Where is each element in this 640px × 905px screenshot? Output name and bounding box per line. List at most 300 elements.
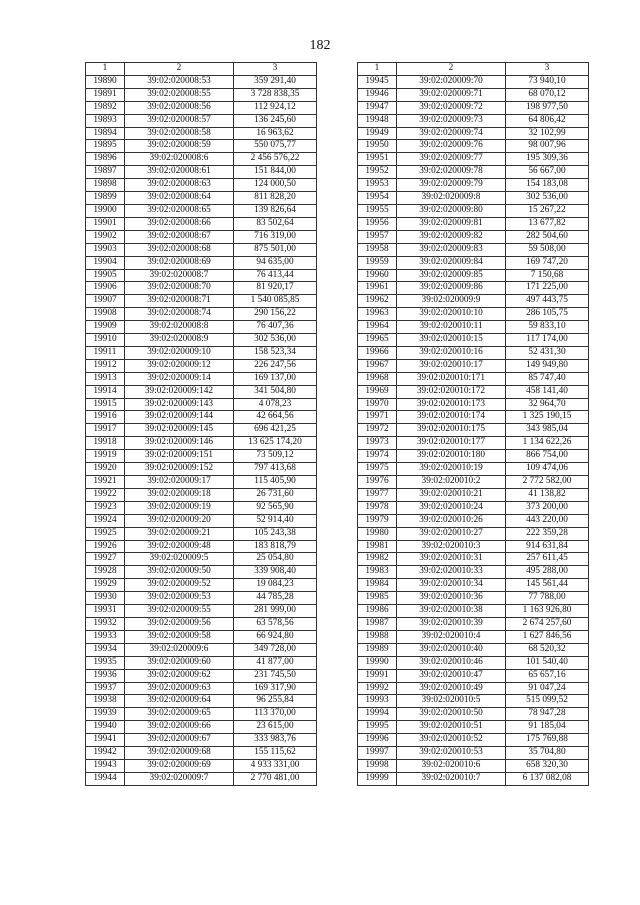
cadastral-number-cell: 39:02:020010:5 bbox=[397, 695, 506, 708]
table-row bbox=[86, 579, 317, 592]
table-row bbox=[86, 153, 317, 166]
cadastral-number-cell: 39:02:020010:7 bbox=[397, 772, 506, 785]
cadastral-number-cell: 39:02:020009:142 bbox=[125, 385, 234, 398]
value-cell: 443 220,00 bbox=[506, 514, 589, 527]
row-number-cell: 19902 bbox=[86, 230, 125, 243]
table-row bbox=[358, 514, 589, 527]
value-cell: 7 150,68 bbox=[506, 269, 589, 282]
table-row bbox=[86, 772, 317, 785]
cadastral-number-cell: 39:02:020010:46 bbox=[397, 656, 506, 669]
cadastral-number-cell: 39:02:020009:56 bbox=[125, 617, 234, 630]
value-cell: 63 578,56 bbox=[234, 617, 317, 630]
value-cell: 115 405,90 bbox=[234, 476, 317, 489]
row-number-cell: 19924 bbox=[86, 514, 125, 527]
row-number-cell: 19919 bbox=[86, 450, 125, 463]
table-row bbox=[86, 605, 317, 618]
value-cell: 94 635,00 bbox=[234, 256, 317, 269]
row-number-cell: 19921 bbox=[86, 476, 125, 489]
cadastral-number-cell: 39:02:020010:38 bbox=[397, 605, 506, 618]
cadastral-number-cell: 39:02:020009:53 bbox=[125, 592, 234, 605]
column-header-number: 1 bbox=[358, 63, 397, 76]
table-row bbox=[86, 501, 317, 514]
row-number-cell: 19929 bbox=[86, 579, 125, 592]
cadastral-number-cell: 39:02:020008:8 bbox=[125, 321, 234, 334]
cadastral-number-cell: 39:02:020009:77 bbox=[397, 153, 506, 166]
table-row bbox=[86, 127, 317, 140]
table-row bbox=[358, 372, 589, 385]
table-row bbox=[358, 566, 589, 579]
value-cell: 32 964,70 bbox=[506, 398, 589, 411]
table-row bbox=[358, 411, 589, 424]
row-number-cell: 19981 bbox=[358, 540, 397, 553]
table-row bbox=[86, 179, 317, 192]
value-cell: 658 320,30 bbox=[506, 759, 589, 772]
row-number-cell: 19989 bbox=[358, 643, 397, 656]
table-row bbox=[86, 592, 317, 605]
cadastral-number-cell: 39:02:020010:24 bbox=[397, 501, 506, 514]
cadastral-number-cell: 39:02:020010:11 bbox=[397, 321, 506, 334]
table-row bbox=[86, 759, 317, 772]
value-cell: 42 664,56 bbox=[234, 411, 317, 424]
value-cell: 169 747,20 bbox=[506, 256, 589, 269]
value-cell: 91 185,04 bbox=[506, 721, 589, 734]
row-number-cell: 19917 bbox=[86, 424, 125, 437]
row-number-cell: 19952 bbox=[358, 166, 397, 179]
value-cell: 866 754,00 bbox=[506, 450, 589, 463]
row-number-cell: 19966 bbox=[358, 346, 397, 359]
row-number-cell: 19956 bbox=[358, 217, 397, 230]
table-row bbox=[86, 346, 317, 359]
table-row bbox=[358, 579, 589, 592]
column-header-number: 1 bbox=[86, 63, 125, 76]
cadastral-number-cell: 39:02:020010:6 bbox=[397, 759, 506, 772]
row-number-cell: 19922 bbox=[86, 488, 125, 501]
cadastral-number-cell: 39:02:020009:80 bbox=[397, 204, 506, 217]
cadastral-number-cell: 39:02:020010:171 bbox=[397, 372, 506, 385]
value-cell: 286 105,75 bbox=[506, 308, 589, 321]
cadastral-number-cell: 39:02:020010:47 bbox=[397, 669, 506, 682]
table-row bbox=[358, 656, 589, 669]
row-number-cell: 19926 bbox=[86, 540, 125, 553]
value-cell: 158 523,34 bbox=[234, 346, 317, 359]
row-number-cell: 19944 bbox=[86, 772, 125, 785]
table-header-row bbox=[86, 63, 317, 76]
row-number-cell: 19931 bbox=[86, 605, 125, 618]
row-number-cell: 19980 bbox=[358, 527, 397, 540]
cadastral-number-cell: 39:02:020010:16 bbox=[397, 346, 506, 359]
cadastral-number-cell: 39:02:020010:39 bbox=[397, 617, 506, 630]
row-number-cell: 19890 bbox=[86, 75, 125, 88]
row-number-cell: 19949 bbox=[358, 127, 397, 140]
cadastral-number-cell: 39:02:020009:79 bbox=[397, 179, 506, 192]
value-cell: 92 565,90 bbox=[234, 501, 317, 514]
table-row bbox=[358, 488, 589, 501]
table-row bbox=[86, 114, 317, 127]
table-row bbox=[358, 101, 589, 114]
value-cell: 2 772 582,00 bbox=[506, 476, 589, 489]
cadastral-number-cell: 39:02:020009:76 bbox=[397, 140, 506, 153]
cadastral-number-cell: 39:02:020009:58 bbox=[125, 630, 234, 643]
table-row bbox=[86, 514, 317, 527]
row-number-cell: 19964 bbox=[358, 321, 397, 334]
cadastral-number-cell: 39:02:020008:67 bbox=[125, 230, 234, 243]
value-cell: 515 099,52 bbox=[506, 695, 589, 708]
value-cell: 77 788,00 bbox=[506, 592, 589, 605]
value-cell: 281 999,00 bbox=[234, 605, 317, 618]
cadastral-number-cell: 39:02:020009:9 bbox=[397, 295, 506, 308]
cadastral-number-cell: 39:02:020009:144 bbox=[125, 411, 234, 424]
value-cell: 1 134 622,26 bbox=[506, 437, 589, 450]
column-header-value: 3 bbox=[234, 63, 317, 76]
value-cell: 169 317,90 bbox=[234, 682, 317, 695]
row-number-cell: 19973 bbox=[358, 437, 397, 450]
row-number-cell: 19896 bbox=[86, 153, 125, 166]
value-cell: 302 536,00 bbox=[506, 192, 589, 205]
cadastral-number-cell: 39:02:020010:40 bbox=[397, 643, 506, 656]
table-row bbox=[86, 101, 317, 114]
row-number-cell: 19908 bbox=[86, 308, 125, 321]
row-number-cell: 19965 bbox=[358, 334, 397, 347]
cadastral-number-cell: 39:02:020008:68 bbox=[125, 243, 234, 256]
row-number-cell: 19948 bbox=[358, 114, 397, 127]
row-number-cell: 19978 bbox=[358, 501, 397, 514]
cadastral-number-cell: 39:02:020008:58 bbox=[125, 127, 234, 140]
row-number-cell: 19901 bbox=[86, 217, 125, 230]
row-number-cell: 19946 bbox=[358, 88, 397, 101]
cadastral-number-cell: 39:02:020010:174 bbox=[397, 411, 506, 424]
table-row bbox=[358, 256, 589, 269]
row-number-cell: 19923 bbox=[86, 501, 125, 514]
cadastral-number-cell: 39:02:020010:3 bbox=[397, 540, 506, 553]
value-cell: 154 183,08 bbox=[506, 179, 589, 192]
value-cell: 195 309,36 bbox=[506, 153, 589, 166]
row-number-cell: 19943 bbox=[86, 759, 125, 772]
value-cell: 59 833,10 bbox=[506, 321, 589, 334]
page-number: 182 bbox=[309, 38, 331, 53]
cadastral-number-cell: 39:02:020010:177 bbox=[397, 437, 506, 450]
row-number-cell: 19910 bbox=[86, 334, 125, 347]
value-cell: 797 413,68 bbox=[234, 463, 317, 476]
value-cell: 35 704,80 bbox=[506, 747, 589, 760]
value-cell: 66 924,80 bbox=[234, 630, 317, 643]
value-cell: 4 078,23 bbox=[234, 398, 317, 411]
cadastral-number-cell: 39:02:020009:65 bbox=[125, 708, 234, 721]
value-cell: 25 054,80 bbox=[234, 553, 317, 566]
row-number-cell: 19941 bbox=[86, 734, 125, 747]
value-cell: 81 920,17 bbox=[234, 282, 317, 295]
value-cell: 458 141,40 bbox=[506, 385, 589, 398]
row-number-cell: 19996 bbox=[358, 734, 397, 747]
table-row bbox=[86, 398, 317, 411]
row-number-cell: 19985 bbox=[358, 592, 397, 605]
value-cell: 68 070,12 bbox=[506, 88, 589, 101]
value-cell: 56 667,00 bbox=[506, 166, 589, 179]
value-cell: 52 431,30 bbox=[506, 346, 589, 359]
value-cell: 65 657,16 bbox=[506, 669, 589, 682]
table-row bbox=[358, 217, 589, 230]
table-row bbox=[358, 695, 589, 708]
table-row bbox=[86, 424, 317, 437]
table-row bbox=[358, 643, 589, 656]
cadastral-number-cell: 39:02:020009:18 bbox=[125, 488, 234, 501]
table-row bbox=[86, 308, 317, 321]
cadastral-number-cell: 39:02:020009:52 bbox=[125, 579, 234, 592]
row-number-cell: 19934 bbox=[86, 643, 125, 656]
value-cell: 124 000,50 bbox=[234, 179, 317, 192]
table-row bbox=[86, 617, 317, 630]
cadastral-number-cell: 39:02:020009:81 bbox=[397, 217, 506, 230]
value-cell: 91 047,24 bbox=[506, 682, 589, 695]
table-row bbox=[86, 566, 317, 579]
row-number-cell: 19897 bbox=[86, 166, 125, 179]
table-row bbox=[86, 450, 317, 463]
value-cell: 2 770 481,00 bbox=[234, 772, 317, 785]
row-number-cell: 19994 bbox=[358, 708, 397, 721]
cadastral-number-cell: 39:02:020010:17 bbox=[397, 359, 506, 372]
value-cell: 59 508,00 bbox=[506, 243, 589, 256]
cadastral-number-cell: 39:02:020009:70 bbox=[397, 75, 506, 88]
value-cell: 101 540,40 bbox=[506, 656, 589, 669]
table-row bbox=[358, 166, 589, 179]
table-row bbox=[86, 656, 317, 669]
cadastral-number-cell: 39:02:020009:7 bbox=[125, 772, 234, 785]
cadastral-number-cell: 39:02:020008:65 bbox=[125, 204, 234, 217]
row-number-cell: 19960 bbox=[358, 269, 397, 282]
row-number-cell: 19970 bbox=[358, 398, 397, 411]
row-number-cell: 19913 bbox=[86, 372, 125, 385]
value-cell: 41 877,00 bbox=[234, 656, 317, 669]
table-row bbox=[358, 334, 589, 347]
value-cell: 811 828,20 bbox=[234, 192, 317, 205]
table-row bbox=[358, 540, 589, 553]
table-row bbox=[86, 682, 317, 695]
cadastral-number-cell: 39:02:020010:34 bbox=[397, 579, 506, 592]
table-row bbox=[358, 204, 589, 217]
row-number-cell: 19932 bbox=[86, 617, 125, 630]
cadastral-number-cell: 39:02:020009:63 bbox=[125, 682, 234, 695]
cadastral-number-cell: 39:02:020009:5 bbox=[125, 553, 234, 566]
cadastral-number-cell: 39:02:020010:15 bbox=[397, 334, 506, 347]
row-number-cell: 19947 bbox=[358, 101, 397, 114]
table-row bbox=[358, 243, 589, 256]
row-number-cell: 19987 bbox=[358, 617, 397, 630]
table-row bbox=[358, 437, 589, 450]
table-row bbox=[86, 463, 317, 476]
value-cell: 183 818,79 bbox=[234, 540, 317, 553]
cadastral-number-cell: 39:02:020010:21 bbox=[397, 488, 506, 501]
row-number-cell: 19939 bbox=[86, 708, 125, 721]
cadastral-number-cell: 39:02:020008:74 bbox=[125, 308, 234, 321]
cadastral-number-cell: 39:02:020010:175 bbox=[397, 424, 506, 437]
table-row bbox=[86, 630, 317, 643]
table-row bbox=[86, 295, 317, 308]
value-cell: 257 611,45 bbox=[506, 553, 589, 566]
row-number-cell: 19995 bbox=[358, 721, 397, 734]
table-row bbox=[86, 747, 317, 760]
cadastral-number-cell: 39:02:020008:59 bbox=[125, 140, 234, 153]
row-number-cell: 19925 bbox=[86, 527, 125, 540]
row-number-cell: 19899 bbox=[86, 192, 125, 205]
row-number-cell: 19918 bbox=[86, 437, 125, 450]
cadastral-number-cell: 39:02:020009:82 bbox=[397, 230, 506, 243]
cadastral-number-cell: 39:02:020008:57 bbox=[125, 114, 234, 127]
cadastral-number-cell: 39:02:020009:152 bbox=[125, 463, 234, 476]
value-cell: 85 747,40 bbox=[506, 372, 589, 385]
row-number-cell: 19933 bbox=[86, 630, 125, 643]
row-number-cell: 19938 bbox=[86, 695, 125, 708]
value-cell: 2 674 257,60 bbox=[506, 617, 589, 630]
row-number-cell: 19942 bbox=[86, 747, 125, 760]
table-row bbox=[86, 372, 317, 385]
row-number-cell: 19984 bbox=[358, 579, 397, 592]
row-number-cell: 19906 bbox=[86, 282, 125, 295]
value-cell: 112 924,12 bbox=[234, 101, 317, 114]
value-cell: 149 949,80 bbox=[506, 359, 589, 372]
row-number-cell: 19905 bbox=[86, 269, 125, 282]
row-number-cell: 19997 bbox=[358, 747, 397, 760]
value-cell: 155 115,62 bbox=[234, 747, 317, 760]
value-cell: 83 502,64 bbox=[234, 217, 317, 230]
row-number-cell: 19975 bbox=[358, 463, 397, 476]
table-row bbox=[358, 708, 589, 721]
table-row bbox=[358, 359, 589, 372]
value-cell: 3 728 838,35 bbox=[234, 88, 317, 101]
table-row bbox=[358, 501, 589, 514]
value-cell: 343 985,04 bbox=[506, 424, 589, 437]
table-row bbox=[86, 75, 317, 88]
row-number-cell: 19959 bbox=[358, 256, 397, 269]
value-cell: 44 785,28 bbox=[234, 592, 317, 605]
cadastral-number-cell: 39:02:020009:146 bbox=[125, 437, 234, 450]
table-row bbox=[358, 308, 589, 321]
table-row bbox=[358, 772, 589, 785]
value-cell: 113 370,00 bbox=[234, 708, 317, 721]
table-row bbox=[86, 553, 317, 566]
row-number-cell: 19916 bbox=[86, 411, 125, 424]
cadastral-number-cell: 39:02:020009:21 bbox=[125, 527, 234, 540]
row-number-cell: 19962 bbox=[358, 295, 397, 308]
table-row bbox=[86, 488, 317, 501]
row-number-cell: 19983 bbox=[358, 566, 397, 579]
cadastral-number-cell: 39:02:020010:50 bbox=[397, 708, 506, 721]
value-cell: 495 288,00 bbox=[506, 566, 589, 579]
cadastral-number-cell: 39:02:020009:14 bbox=[125, 372, 234, 385]
value-cell: 98 007,96 bbox=[506, 140, 589, 153]
row-number-cell: 19969 bbox=[358, 385, 397, 398]
value-cell: 23 615,00 bbox=[234, 721, 317, 734]
row-number-cell: 19894 bbox=[86, 127, 125, 140]
table-row bbox=[358, 605, 589, 618]
value-cell: 169 137,00 bbox=[234, 372, 317, 385]
cadastral-number-cell: 39:02:020008:69 bbox=[125, 256, 234, 269]
table-row bbox=[358, 669, 589, 682]
value-cell: 52 914,40 bbox=[234, 514, 317, 527]
cadastral-number-cell: 39:02:020010:31 bbox=[397, 553, 506, 566]
table-row bbox=[358, 295, 589, 308]
table-row bbox=[358, 553, 589, 566]
cadastral-number-cell: 39:02:020010:49 bbox=[397, 682, 506, 695]
value-cell: 171 225,00 bbox=[506, 282, 589, 295]
value-cell: 73 940,10 bbox=[506, 75, 589, 88]
table-row bbox=[86, 256, 317, 269]
row-number-cell: 19898 bbox=[86, 179, 125, 192]
row-number-cell: 19914 bbox=[86, 385, 125, 398]
row-number-cell: 19971 bbox=[358, 411, 397, 424]
table-row bbox=[358, 450, 589, 463]
table-row bbox=[86, 334, 317, 347]
row-number-cell: 19909 bbox=[86, 321, 125, 334]
cadastral-number-cell: 39:02:020009:64 bbox=[125, 695, 234, 708]
table-row bbox=[86, 359, 317, 372]
value-cell: 109 474,06 bbox=[506, 463, 589, 476]
value-cell: 231 745,50 bbox=[234, 669, 317, 682]
column-header-cadastral: 2 bbox=[125, 63, 234, 76]
value-cell: 96 255,84 bbox=[234, 695, 317, 708]
value-cell: 339 908,40 bbox=[234, 566, 317, 579]
row-number-cell: 19972 bbox=[358, 424, 397, 437]
value-cell: 198 977,50 bbox=[506, 101, 589, 114]
cadastral-number-cell: 39:02:020009:72 bbox=[397, 101, 506, 114]
row-number-cell: 19936 bbox=[86, 669, 125, 682]
table-row bbox=[358, 463, 589, 476]
cadastral-number-cell: 39:02:020010:27 bbox=[397, 527, 506, 540]
table-row bbox=[358, 269, 589, 282]
value-cell: 1 325 190,15 bbox=[506, 411, 589, 424]
table-row bbox=[358, 114, 589, 127]
value-cell: 145 561,44 bbox=[506, 579, 589, 592]
table-row bbox=[86, 204, 317, 217]
cadastral-number-cell: 39:02:020009:69 bbox=[125, 759, 234, 772]
value-cell: 914 631,84 bbox=[506, 540, 589, 553]
table-header-row bbox=[358, 63, 589, 76]
table-row bbox=[358, 721, 589, 734]
cadastral-number-cell: 39:02:020010:10 bbox=[397, 308, 506, 321]
row-number-cell: 19895 bbox=[86, 140, 125, 153]
value-cell: 696 421,25 bbox=[234, 424, 317, 437]
row-number-cell: 19927 bbox=[86, 553, 125, 566]
table-row bbox=[358, 617, 589, 630]
value-cell: 136 245,60 bbox=[234, 114, 317, 127]
row-number-cell: 19937 bbox=[86, 682, 125, 695]
row-number-cell: 19958 bbox=[358, 243, 397, 256]
row-number-cell: 19999 bbox=[358, 772, 397, 785]
value-cell: 64 806,42 bbox=[506, 114, 589, 127]
value-cell: 78 947,28 bbox=[506, 708, 589, 721]
registry-table-left bbox=[85, 62, 317, 786]
value-cell: 151 844,00 bbox=[234, 166, 317, 179]
cadastral-number-cell: 39:02:020008:6 bbox=[125, 153, 234, 166]
cadastral-number-cell: 39:02:020009:78 bbox=[397, 166, 506, 179]
row-number-cell: 19963 bbox=[358, 308, 397, 321]
value-cell: 13 677,82 bbox=[506, 217, 589, 230]
table-row bbox=[358, 630, 589, 643]
value-cell: 497 443,75 bbox=[506, 295, 589, 308]
value-cell: 716 319,00 bbox=[234, 230, 317, 243]
value-cell: 1 627 846,56 bbox=[506, 630, 589, 643]
table-row bbox=[86, 269, 317, 282]
cadastral-number-cell: 39:02:020009:143 bbox=[125, 398, 234, 411]
cadastral-number-cell: 39:02:020009:74 bbox=[397, 127, 506, 140]
row-number-cell: 19955 bbox=[358, 204, 397, 217]
cadastral-number-cell: 39:02:020010:26 bbox=[397, 514, 506, 527]
row-number-cell: 19990 bbox=[358, 656, 397, 669]
table-row bbox=[358, 385, 589, 398]
row-number-cell: 19982 bbox=[358, 553, 397, 566]
cadastral-number-cell: 39:02:020010:52 bbox=[397, 734, 506, 747]
table-row bbox=[358, 734, 589, 747]
table-row bbox=[358, 592, 589, 605]
cadastral-number-cell: 39:02:020008:63 bbox=[125, 179, 234, 192]
